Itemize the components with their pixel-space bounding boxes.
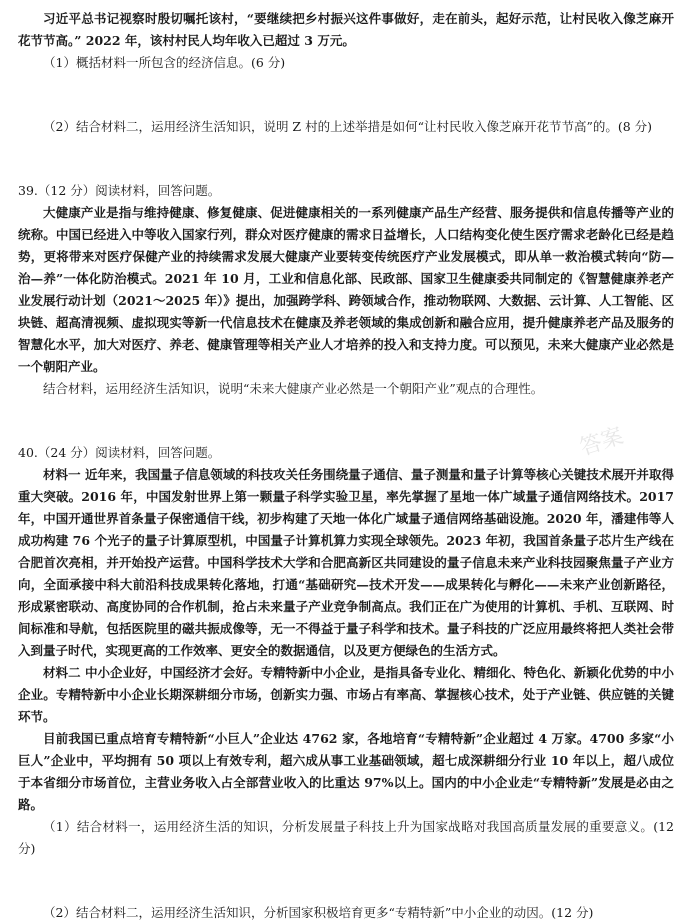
material-paragraph-village: 习近平总书记视察时殷切嘱托该村，“要继续把乡村振兴这件事做好，走在前头，起好示范，让村民收入像芝麻开花节节高。” 2022 年，该村村民人均年收入已超过 3 万元。 <box>18 11 674 48</box>
question-40-material-1: 材料一 近年来，我国量子信息领域的科技攻关任务围绕量子通信、量子测量和量子计算等核心关键技术展开并取得重大突破。2016 年，中国发射世界上第一颗量子科学实验卫星，率先掌握了星地一体广域量子通信网络技术。2017 年，中国开通世界首条量子保密通信干线，初步构建了天地一体化广域量子通信网络基础设施。2020 年，潘建伟等人成功构建 76 个光子的量子计算原型机，中国量子计算机算力实现全球领先。2023 年初，我国首条量子芯片生产线在合肥首次亮相，并开始投产运营。中国科学技术大学和合肥高新区共同建设的量子信息未来产业科技园聚焦量子产业方向，全面承接中科大前沿科技成果转化落地，打通“基础研究—技术开发——成果转化与孵化——未来产业创新路径，形成紧密联动、高度协同的合作机制，抢占未来量子产业竞争制高点。我们正在广为使用的计算机、手机、互联网、时间标准和导航，包括医院里的磁共振成像等，无一不得益于量子科学和技术。量子科技的广泛应用最终将把人类社会带入到量子时代，实现更高的工作效率、更安全的数据通信，以及更方便绿色的生活方式。 <box>18 467 674 658</box>
question-40-header: 40.（24 分）阅读材料，回答问题。 <box>18 445 221 460</box>
watermark: 答案 <box>576 423 627 461</box>
question-1-2: （2）结合材料二，运用经济生活知识，说明 Z 村的上述举措是如何“让村民收入像芝麻开花节节高”的。(8 分) <box>43 119 653 134</box>
question-1-1: （1）概括材料一所包含的经济信息。(6 分) <box>43 55 286 70</box>
question-39-header: 39.（12 分）阅读材料，回答问题。 <box>18 183 221 198</box>
document-page <box>18 8 674 924</box>
question-39-prompt: 结合材料，运用经济生活知识，说明“未来大健康产业必然是一个朝阳产业”观点的合理性。 <box>43 381 544 396</box>
question-40-2: （2）结合材料二，运用经济生活知识，分析国家积极培育更多“专精特新”中小企业的动因。(12 分) <box>43 905 594 920</box>
question-40-material-2a: 材料二 中小企业好，中国经济才会好。专精特新中小企业，是指具备专业化、精细化、特色化、新颖化优势的中小企业。专精特新中小企业长期深耕细分市场，创新实力强、市场占有率高、掌握核心技术，处于产业链、供应链的关键环节。 <box>18 665 674 724</box>
question-39-material: 大健康产业是指与维持健康、修复健康、促进健康相关的一系列健康产品生产经营、服务提供和信息传播等产业的统称。中国已经进入中等收入国家行列，群众对医疗健康的需求日益增长，人口结构变化使生医疗需求老龄化已经是趋势，更将带来对医疗保健产业的持续需求发展大健康产业要转变传统医疗产业发展模式，即从单一救治模式转向“防—治—养”一体化防治模式。2021 年 10 月，工业和信息化部、民政部、国家卫生健康委共同制定的《智慧健康养老产业发展行动计划（2021～2025 年）》提出，加强跨学科、跨领域合作，推动物联网、大数据、云计算、人工智能、区块链、超高清视频、虚拟现实等新一代信息技术在健康及养老领域的集成创新和融合应用，提升健康养老产品及服务的智慧化水平，加大对医疗、养老、健康管理等相关产业人才培养的投入和支持力度。可以预见，未来大健康产业必然是一个朝阳产业。 <box>18 205 674 374</box>
question-40-1: （1）结合材料一，运用经济生活的知识，分析发展量子科技上升为国家战略对我国高质量发展的重要意义。(12 分) <box>18 819 674 856</box>
question-40-material-2b: 目前我国已重点培育专精特新“小巨人”企业达 4762 家，各地培育“专精特新”企业超过 4 万家。4700 多家“小巨人”企业中，平均拥有 50 项以上有效专利，超六成从事工业基础领域，超七成深耕细分行业 10 年以上，超八成位于本省细分市场首位，主营业务收入占全部营业收入的比重达 97%以上。国内的中小企业走“专精特新”发展是必由之路。 <box>18 731 674 812</box>
